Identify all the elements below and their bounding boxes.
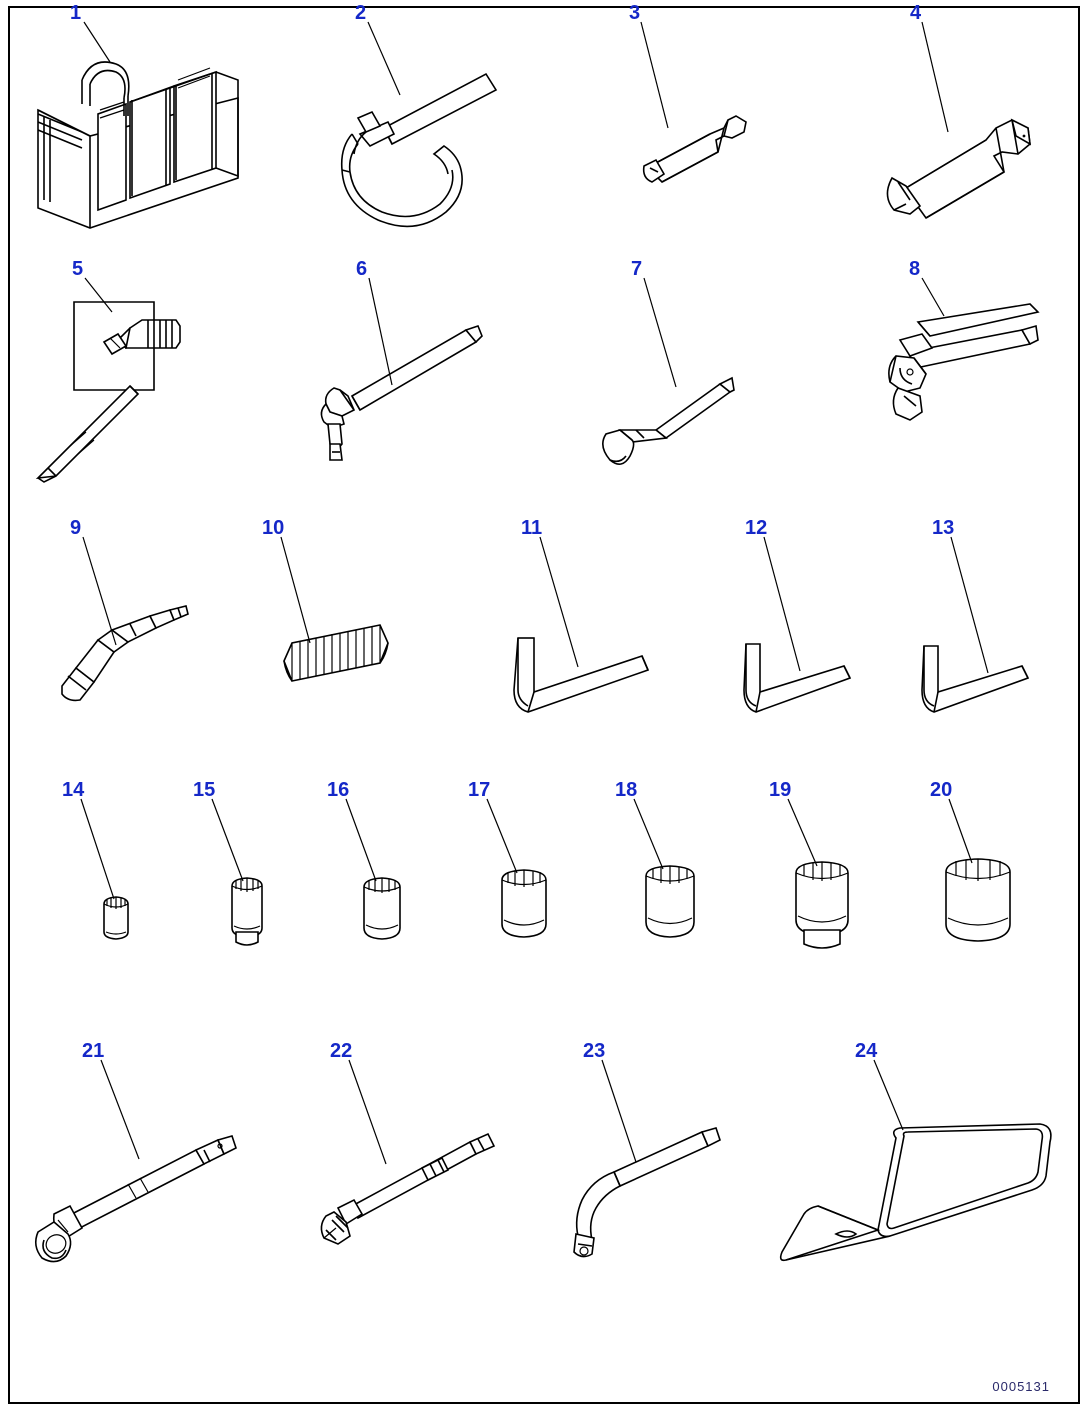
leader-line — [922, 278, 944, 316]
leader-line — [84, 22, 110, 62]
callout-number: 4 — [910, 2, 922, 24]
callout-number: 1 — [70, 2, 82, 24]
callout-number: 11 — [521, 517, 543, 539]
leader-line — [81, 799, 114, 899]
callout-number: 23 — [583, 1040, 606, 1062]
callout-number: 19 — [769, 779, 792, 801]
leader-line — [874, 1060, 903, 1130]
callout-number: 20 — [930, 779, 953, 801]
callout-number: 24 — [855, 1040, 878, 1062]
leader-line — [540, 537, 578, 667]
leader-line — [368, 22, 400, 95]
leader-line — [641, 22, 668, 128]
leader-line — [212, 799, 243, 881]
leader-line — [281, 537, 310, 643]
callout-number: 2 — [355, 2, 367, 24]
leader-line — [644, 278, 676, 387]
leader-line — [764, 537, 800, 671]
leader-line — [346, 799, 376, 881]
callout-number: 6 — [356, 258, 368, 280]
callout-number: 7 — [631, 258, 643, 280]
leader-line — [85, 278, 112, 312]
callout-number: 15 — [193, 779, 216, 801]
leader-line — [951, 537, 988, 673]
leader-line — [634, 799, 663, 869]
leader-line — [922, 22, 948, 132]
callout-number: 12 — [745, 517, 768, 539]
callout-number: 16 — [327, 779, 350, 801]
leader-line — [101, 1060, 139, 1159]
leader-line — [949, 799, 972, 863]
callout-number: 9 — [70, 517, 82, 539]
leader-line — [602, 1060, 636, 1162]
leader-line — [369, 278, 392, 385]
leader-line — [487, 799, 517, 873]
callout-number: 3 — [629, 2, 641, 24]
drawing-code: 0005131 — [992, 1379, 1050, 1394]
callout-number: 14 — [62, 779, 85, 801]
leader-line — [349, 1060, 386, 1164]
callout-number: 17 — [468, 779, 491, 801]
leader-line — [788, 799, 817, 866]
callout-number: 18 — [615, 779, 638, 801]
callout-number: 10 — [262, 517, 285, 539]
callout-number: 13 — [932, 517, 955, 539]
leader-line — [83, 537, 116, 645]
callout-number: 22 — [330, 1040, 353, 1062]
callout-number: 5 — [72, 258, 84, 280]
callout-number: 21 — [82, 1040, 105, 1062]
callout-number: 8 — [909, 258, 921, 280]
